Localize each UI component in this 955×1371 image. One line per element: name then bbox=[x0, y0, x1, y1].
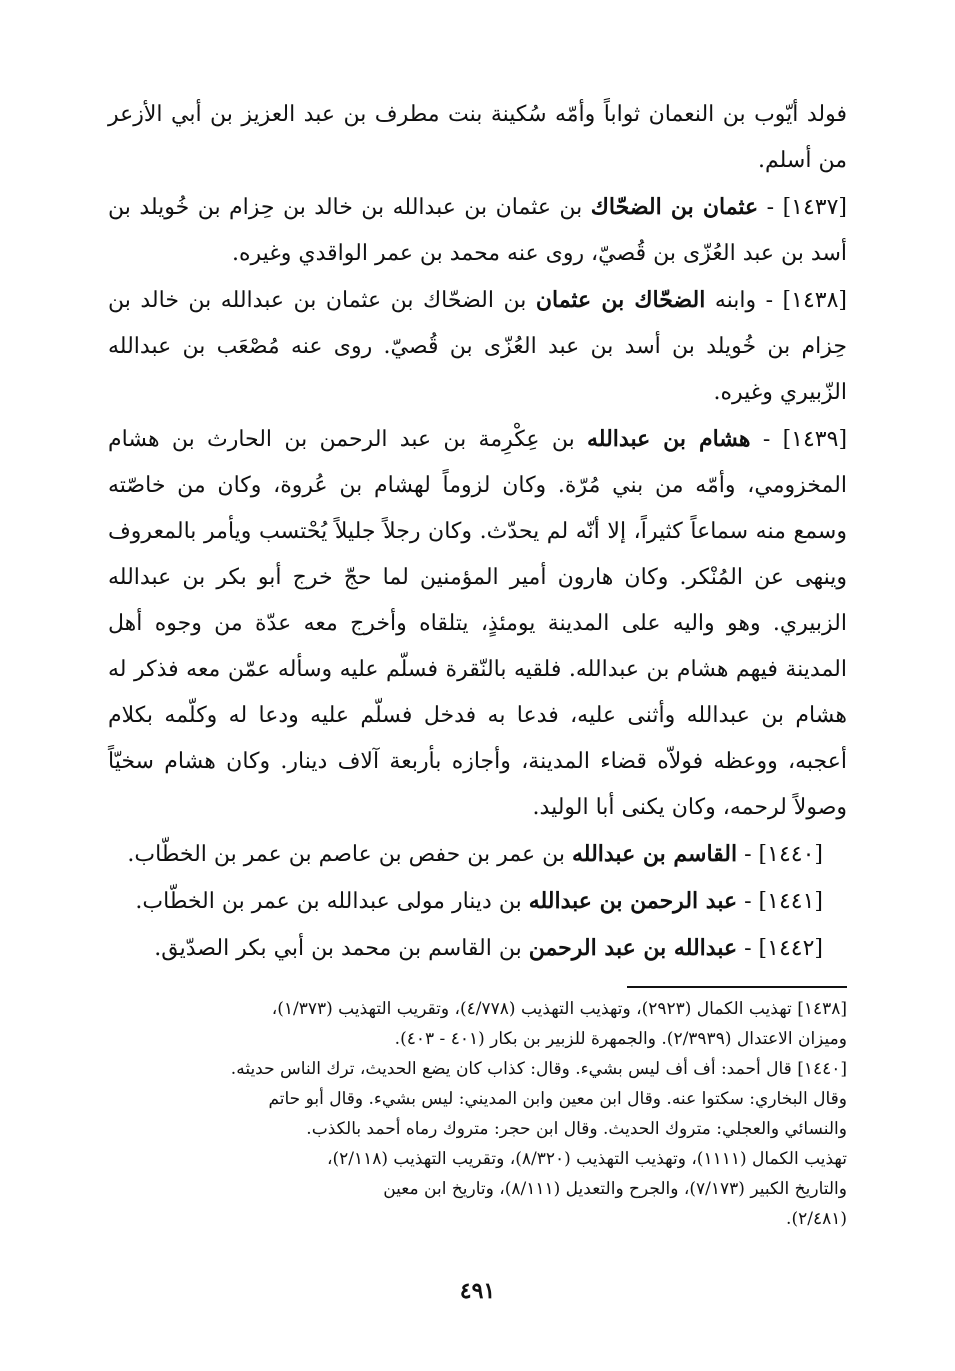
entry-number: [١٤٤١] bbox=[758, 889, 823, 914]
intro-text: فولد أيّوب بن النعمان ثواباً وأمّه سُكينة بنت مطرف بن عبد العزيز بن أبي الأزعر من أسلم. bbox=[108, 102, 847, 173]
footnote-line bbox=[108, 1054, 847, 1084]
footnote-line: وميزان الاعتدال (٢/٣٩٣٩). والجمهرة للزبير بن بكار (٤٠١ - ٤٠٣). bbox=[394, 1029, 847, 1049]
entry-number: [١٤٣٧] bbox=[782, 195, 848, 220]
footnote-1438 bbox=[108, 994, 847, 1054]
footnote-separator bbox=[627, 986, 847, 988]
entry-1437 bbox=[108, 184, 847, 277]
footnote-1440 bbox=[108, 1054, 847, 1234]
entry-text: بن عثمان بن عبدالله بن خالد بن حِزام بن خُويلد بن أسد بن عبد العُزّى بن قُصيّ، روى عنه محمد بن عمر الواقدي وغيره. bbox=[108, 195, 847, 266]
entry-name: عبد الرحمن بن عبدالله bbox=[528, 888, 738, 914]
entry-1439 bbox=[108, 416, 847, 831]
entry-number: [١٤٣٨] bbox=[782, 288, 847, 313]
intro-paragraph bbox=[108, 92, 847, 184]
footnote-line: وقال البخاري: سكتوا عنه. وقال ابن معين وابن المديني: ليس بشيء. وقال أبو حاتم bbox=[268, 1089, 847, 1109]
entry-prefix: وابنه bbox=[714, 288, 757, 313]
entry-name: الضحّاك بن عثمان bbox=[535, 287, 706, 313]
entry-name: عثمان بن الضحّاك bbox=[590, 194, 759, 220]
footnote-line: (٢/٤٨١). bbox=[786, 1209, 847, 1229]
entry-dash: - bbox=[762, 427, 771, 452]
entry-dash: - bbox=[744, 889, 752, 914]
entry-dash: - bbox=[766, 195, 775, 220]
entry-name: هشام بن عبدالله bbox=[587, 426, 751, 452]
entry-dash: - bbox=[744, 842, 752, 867]
footnote-text: تهذيب الكمال (٢٩٢٣)، وتهذيب التهذيب (٤/٧٧٨)، وتقريب التهذيب (١/٣٧٣)، bbox=[271, 999, 792, 1019]
entry-text: بن الضحّاك بن عثمان بن عبدالله بن خالد بن حِزام بن خُويلد بن أسد بن عبد العُزّى بن قُصيّ. روى عنه مُصْعَب بن عبدالله الزّبيري وغيره. bbox=[108, 288, 847, 405]
entry-1438 bbox=[108, 277, 847, 416]
footnote-line: والتاريخ الكبير (٧/١٧٣)، والجرح والتعديل (٨/١١١)، وتاريخ ابن معين bbox=[383, 1179, 847, 1199]
entry-text: بن دينار مولى عبدالله بن عمر بن الخطّاب. bbox=[135, 889, 522, 914]
entry-number: [١٤٤٢] bbox=[758, 936, 823, 961]
page-number: ٤٩١ bbox=[459, 1278, 496, 1304]
entry-name: عبدالله بن عبد الرحمن bbox=[528, 935, 738, 961]
footnote-text: قال أحمد: أف أف ليس بشيء. وقال: كذاب كان يضع الحديث، ترك الناس حديثه. bbox=[230, 1059, 792, 1079]
entry-text: بن القاسم بن محمد بن أبي بكر الصدّيق. bbox=[154, 936, 522, 961]
entry-number: [١٤٤٠] bbox=[758, 842, 823, 867]
footnote-number: [١٤٤٠] bbox=[797, 1059, 847, 1079]
entry-dash: - bbox=[744, 936, 752, 961]
entry-text: بن عِكْرِمة بن عبد الرحمن بن الحارث بن هشام المخزومي، وأمّه من بني مُرّة. وكان لزوماً لهشام بن عُروة، وكان من خاصّته وسمع منه سماعاً كثيراً، إلا أنّه لم يحدّث. وكان رجلاً جليلاً يُحْتسب ويأمر بالمعروف وينهى عن المُنْكر. وكان هارون أمير المؤمنين لما حجّ خرج أبو بكر بن عبدالله الزبيري. وهو واليه على المدينة يومئذٍ، يتلقاه وأخرج معه عدّة من وجوه أهل المدينة فيهم هشام بن عبدالله. فلقيه بالنّقرة فسلّم عليه وسأله عمّن معه فذكر له هشام بن عبدالله وأثنى عليه، فدعا به فدخل فسلّم عليه ودعا له وكلّمه بكلام أعجبه، ووعظه فولاّه قضاء المدينة، وأجازه بأربعة آلاف دينار. وكان هشام سخيّاً وصولاً لرحمه، وكان يكنى أبا الوليد. bbox=[108, 427, 848, 820]
footnote-number: [١٤٣٨] bbox=[797, 999, 847, 1019]
footnote-line: والنسائي والعجلي: متروك الحديث. وقال ابن حجر: متروك رماه أحمد بالكذب. bbox=[306, 1119, 847, 1139]
entry-1441 bbox=[108, 878, 847, 925]
footnote-line: تهذيب الكمال (١١١١)، وتهذيب التهذيب (٨/٣٢٠)، وتقريب التهذيب (٢/١١٨)، bbox=[326, 1149, 847, 1169]
entry-1440 bbox=[108, 831, 847, 878]
entry-dash: - bbox=[765, 288, 774, 313]
entry-name: القاسم بن عبدالله bbox=[571, 841, 738, 867]
footnote-line bbox=[108, 994, 847, 1024]
entry-text: بن عمر بن حفص بن عاصم بن عمر بن الخطّاب. bbox=[127, 842, 565, 867]
entry-number: [١٤٣٩] bbox=[782, 427, 848, 452]
entry-1442 bbox=[108, 925, 847, 972]
